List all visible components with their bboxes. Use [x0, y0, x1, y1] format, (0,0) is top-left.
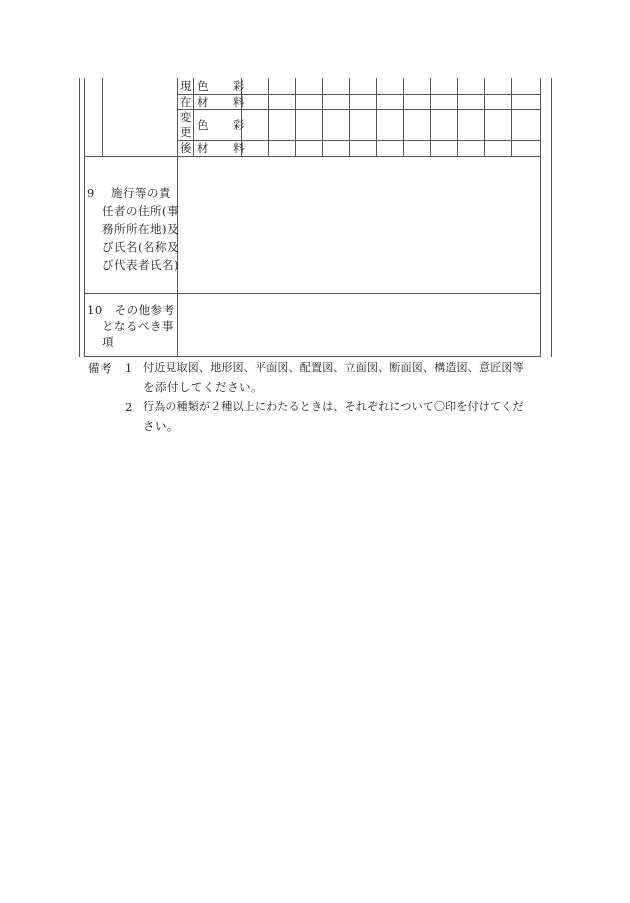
grid-col-line — [403, 78, 404, 156]
remarks-label: 備考 — [88, 361, 112, 375]
item9-line: び氏名(名称及 — [102, 240, 179, 254]
current-material-label: 材 料 — [197, 95, 245, 109]
color-section-divider — [102, 78, 103, 156]
item9-value-field[interactable] — [178, 157, 540, 293]
remark-text: を添付してください。 — [143, 380, 263, 394]
grid-col-line — [322, 78, 323, 156]
remark-number: 1 — [125, 361, 133, 375]
remark-text: 付近見取図、地形図、平面図、配置図、立面図、断面図、構造図、意匠図等 — [143, 361, 524, 374]
grid-row-line — [177, 109, 540, 110]
item9-line: 9 施行等の責 — [87, 186, 171, 200]
remark-text: 行為の種類が２種以上にわたるときは、それぞれについて〇印を付けてくだ — [143, 400, 524, 413]
table-bottom-line — [84, 356, 541, 357]
item10-line: 項 — [102, 335, 114, 349]
grid-col-line — [457, 78, 458, 156]
grid-col-line — [376, 78, 377, 156]
changed-material-label: 材 料 — [197, 141, 245, 155]
grid-col-line — [268, 78, 269, 156]
grid-col-line — [430, 78, 431, 156]
grid-col-line — [349, 78, 350, 156]
form-table — [79, 78, 552, 357]
item9-label — [87, 186, 177, 272]
item10-line: となるべき事 — [102, 319, 174, 333]
changed-side-char: 後 — [180, 141, 192, 155]
table-border-left-outer — [79, 78, 80, 357]
changed-side-char: 変 — [180, 110, 192, 124]
table-border-right-inner — [540, 78, 541, 357]
current-side-char: 現 — [180, 79, 192, 93]
remark-text: さい。 — [143, 419, 179, 433]
changed-side-char: 更 — [180, 125, 192, 139]
current-side-char: 在 — [180, 95, 192, 109]
grid-col-line — [484, 78, 485, 156]
item9-line: 任者の住所(事 — [102, 204, 179, 218]
item10-value-field[interactable] — [178, 294, 540, 356]
current-color-label: 色 彩 — [197, 79, 245, 93]
remark-number: 2 — [125, 400, 133, 414]
item9-line: び代表者氏名) — [102, 258, 179, 272]
grid-col-line — [511, 78, 512, 156]
item10-label — [87, 303, 177, 349]
side-label-divider — [193, 78, 194, 156]
item9-line: 務所所在地)及 — [102, 222, 179, 236]
item10-line: 10 その他参考 — [87, 303, 175, 317]
table-border-right-outer — [551, 78, 552, 357]
grid-col-line — [295, 78, 296, 156]
changed-color-label: 色 彩 — [197, 118, 245, 132]
table-border-left-inner — [84, 78, 85, 357]
